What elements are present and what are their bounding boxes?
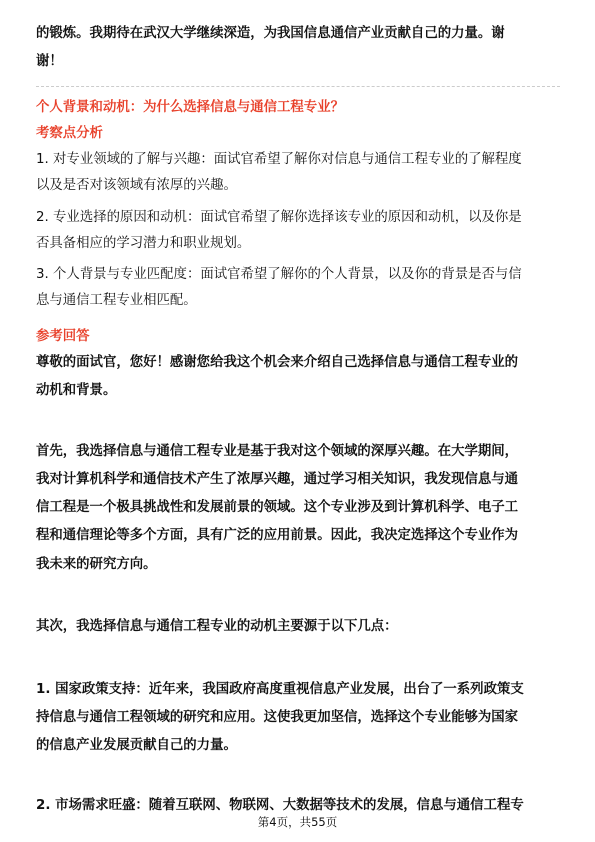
answer-paragraph: 其次，我选择信息与通信工程专业的动机主要源于以下几点： [36, 619, 398, 634]
answer-paragraph: 程和通信理论等多个方面，具有广泛的应用前景。因此，我决定选择这个专业作为 [36, 528, 519, 543]
analysis-point: 1. 对专业领域的了解与兴趣：面试官希望了解你对信息与通信工程专业的了解程度 [36, 152, 522, 167]
answer-heading: 参考回答 [36, 329, 90, 344]
answer-paragraph: 我未来的研究方向。 [36, 557, 157, 572]
answer-greeting: 尊敬的面试官，您好！感谢您给我这个机会来介绍自己选择信息与通信工程专业的 [36, 355, 519, 370]
answer-list-item: 持信息与通信工程领域的研究和应用。这使我更加坚信，选择这个专业能够为国家 [36, 710, 519, 725]
answer-greeting: 动机和背景。 [36, 383, 117, 398]
intro-tail-line: 的锻炼。我期待在武汉大学继续深造，为我国信息通信产业贡献自己的力量。谢 [36, 26, 505, 41]
answer-paragraph: 信工程是一个极具挑战性和发展前景的领域。这个专业涉及到计算机科学、电子工 [36, 500, 519, 515]
page-number: 第4页，共55页 [257, 815, 338, 829]
analysis-point: 2. 专业选择的原因和动机：面试官希望了解你选择该专业的原因和动机，以及你是 [36, 210, 522, 225]
answer-paragraph: 首先，我选择信息与通信工程专业是基于我对这个领域的深厚兴趣。在大学期间， [36, 444, 519, 459]
question-heading: 个人背景和动机：为什么选择信息与通信工程专业？ [36, 100, 344, 115]
analysis-point: 以及是否对该领域有浓厚的兴趣。 [36, 178, 237, 193]
answer-list-item: 2. 市场需求旺盛：随着互联网、物联网、大数据等技术的发展，信息与通信工程专 [36, 798, 524, 813]
analysis-point: 否具备相应的学习潜力和职业规划。 [36, 236, 251, 251]
answer-list-item: 的信息产业发展贡献自己的力量。 [36, 738, 237, 753]
section-divider [36, 86, 560, 87]
intro-tail-line: 谢！ [36, 54, 63, 69]
answer-list-item: 1. 国家政策支持：近年来，我国政府高度重视信息产业发展，出台了一系列政策支 [36, 682, 524, 697]
analysis-heading: 考察点分析 [36, 126, 103, 141]
analysis-point: 息与通信工程专业相匹配。 [36, 293, 197, 308]
answer-paragraph: 我对计算机科学和通信技术产生了浓厚兴趣，通过学习相关知识，我发现信息与通 [36, 472, 519, 487]
analysis-point: 3. 个人背景与专业匹配度：面试官希望了解你的个人背景，以及你的背景是否与信 [36, 267, 522, 282]
